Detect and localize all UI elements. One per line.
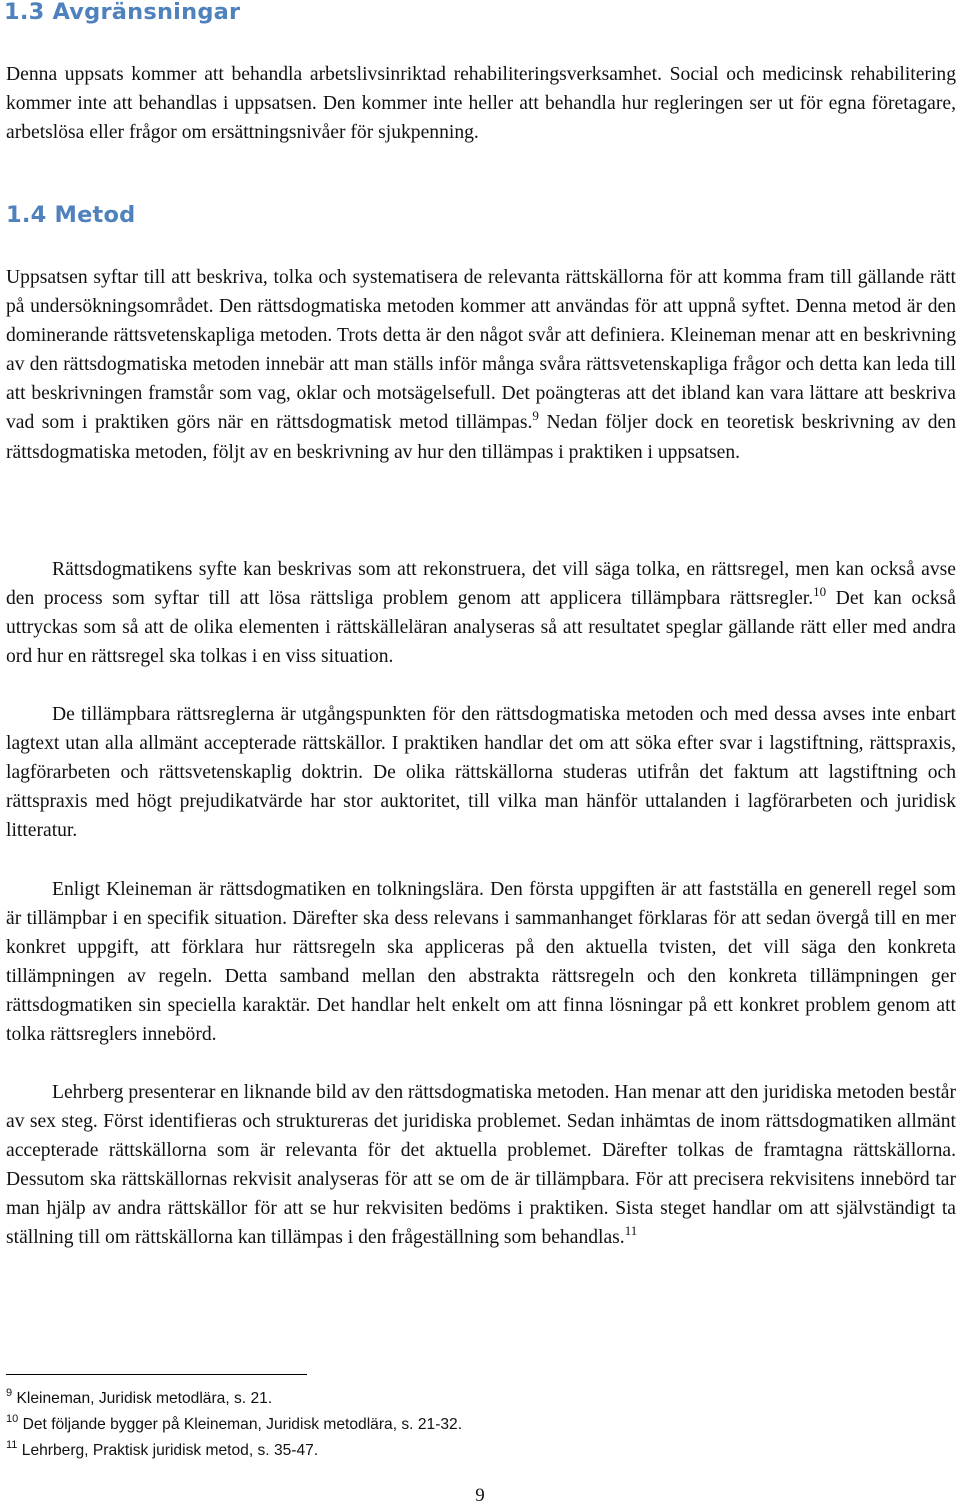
footnote-11 — [6, 1438, 906, 1464]
paragraph-metod-2 — [6, 555, 956, 671]
paragraph-metod-4: Enligt Kleineman är rättsdogmatiken en tolkningslära. Den första uppgiften är att fastställa en generell regel som är tillämpbar i en specifik situation. Därefter ska dess relevans i sammanhanget förklaras för att sedan övergå till en mer konkret uppgift, att förklara hur rättsregeln ska appliceras på den aktuella tvisten, det vill säga den konkreta tillämpningen av regeln. Detta samband mellan den abstrakta rättsregeln och den konkreta tillämpningen ger rättsdogmatiken sin speciella karaktär. Det handlar helt enkelt om att finna lösningar på ett konkret problem genom att tolka rättsreglers innebörd. — [6, 879, 956, 1046]
paragraph-text-continued: Det kan också uttryckas som så att de olika elementen i rättskälleläran analyseras så att resultatet speglar gällande rätt eller med andra ord hur en rättsregel ska tolkas i en viss situation. — [6, 588, 956, 668]
section-heading-avgransningar: 1.3 Avgränsningar — [4, 0, 241, 25]
page-number: 9 — [475, 1485, 485, 1506]
paragraph-avgransningar: Denna uppsats kommer att behandla arbetslivsinriktad rehabiliteringsverksamhet. Social och medicinsk rehabilitering kommer inte att behandlas i uppsatsen. Den kommer inte heller att behandla hur regleringen ser ut för egna företagare, arbetslösa eller frågor om ersättningsnivåer för sjukpenning. — [6, 64, 956, 144]
footnote-separator — [6, 1374, 307, 1375]
paragraph-metod-5 — [6, 1078, 956, 1253]
footnote-ref-9[interactable]: 9 — [532, 408, 539, 424]
paragraph-text-continued: Nedan följer dock en teoretisk beskrivning av den rättsdogmatiska metoden, följt av en beskrivning av hur den tillämpas i praktiken i uppsatsen. — [6, 412, 957, 463]
footnote-text: Det följande bygger på Kleineman, Juridisk metodlära, s. 21-32. — [22, 1416, 463, 1433]
footnote-text: Kleineman, Juridisk metodlära, s. 21. — [16, 1390, 273, 1407]
footnotes — [6, 1386, 906, 1464]
section-heading-metod: 1.4 Metod — [6, 202, 136, 228]
paragraph-text: Rättsdogmatikens syfte kan beskrivas som att rekonstruera, det vill säga tolka, en rättsregel, men kan också avse den process som syftar till att lösa rättsliga problem genom att applicera tillämpbara rättsregler. — [6, 559, 956, 610]
footnote-number: 11 — [6, 1439, 18, 1451]
footnote-number: 9 — [6, 1387, 13, 1399]
paragraph-metod-1 — [6, 263, 956, 467]
paragraph-text: Uppsatsen syftar till att beskriva, tolka och systematisera de relevanta rättskällorna för att komma fram till gällande rätt på undersökningsområdet. Den rättsdogmatiska metoden kommer att användas för att uppnå syftet. Denna metod är den dominerande rättsvetenskapliga metoden. Trots detta är den något svår att definiera. Kleineman menar att en beskrivning av den rättsdogmatiska metoden innebär att man ställs inför många svåra rättsvetenskapliga frågor och detta kan leda till att beskrivningen framstår som vag, oklar och motsägelsefull. Det poängteras att det ibland kan vara lättare att beskriva vad som i praktiken görs när en rättsdogmatisk metod tillämpas. — [6, 267, 956, 434]
footnote-ref-11[interactable]: 11 — [624, 1223, 638, 1239]
paragraph-text: Lehrberg presenterar en liknande bild av den rättsdogmatiska metoden. Han menar att den juridiska metoden består av sex steg. Först identifieras och struktureras det juridiska problemet. Sedan inhämtas de inom rättsdogmatiken allmänt accepterade rättskällorna som är relevanta för det aktuella problemet. Därefter tolkas de framtagna rättskällorna. Dessutom ska rättskällornas rekvisit analyseras för att se om de är tillämpbara. För att precisera rekvisitens innebörd tar man hjälp av andra rättskällor för att se hur rekvisiten bedöms i praktiken. Sista steget handlar om att självständigt ta ställning till om rättskällorna kan tillämpas i den frågeställning som behandlas. — [6, 1082, 956, 1249]
footnote-number: 10 — [6, 1413, 19, 1425]
footnote-10 — [6, 1412, 906, 1438]
footnote-9 — [6, 1386, 906, 1412]
footnote-text: Lehrberg, Praktisk juridisk metod, s. 35-47. — [21, 1442, 319, 1459]
footnote-ref-10[interactable]: 10 — [813, 584, 827, 600]
paragraph-metod-3: De tillämpbara rättsreglerna är utgångspunkten för den rättsdogmatiska metoden och med dessa avses inte enbart lagtext utan alla allmänt accepterade rättskällor. I praktiken handlar det om att söka efter svar i lagstiftning, rättspraxis, lagförarbeten och rättsvetenskaplig doktrin. De olika rättskällorna studeras utifrån det faktum att lagstiftning och rättspraxis med högt prejudikatvärde har stor auktoritet, till vilka man hänför uttalanden i lagförarbeten och juridisk litteratur. — [6, 704, 956, 842]
